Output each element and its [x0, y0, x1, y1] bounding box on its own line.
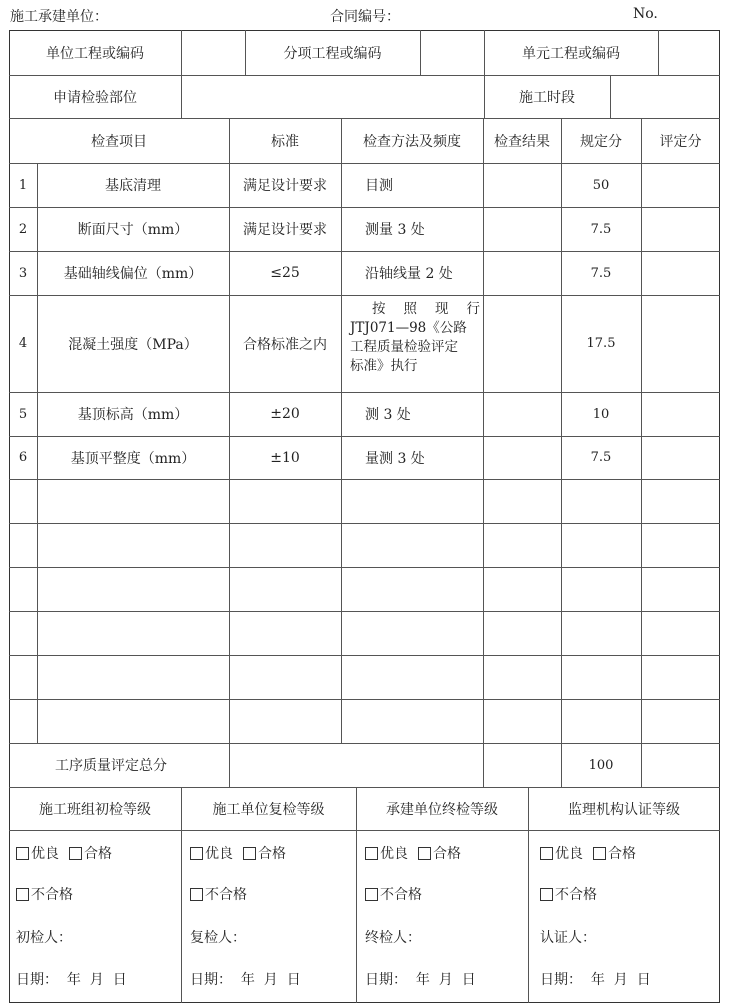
row-number: 2 — [18, 221, 28, 237]
col-divider — [641, 118, 642, 787]
col-divider — [341, 118, 342, 743]
excellent-label: 优良 — [380, 846, 408, 862]
row-method: 测量 3 处 — [365, 222, 425, 238]
qualified-label: 合格 — [258, 846, 286, 862]
date-label: 日期： 年 月 日 — [540, 972, 651, 988]
row-number: 6 — [18, 450, 28, 465]
grade-options — [16, 842, 112, 864]
excellent-checkbox[interactable] — [16, 847, 29, 860]
qualified-checkbox[interactable] — [593, 847, 606, 860]
serial-no-label: No. — [633, 6, 658, 22]
row-method: 沿轴线量 2 处 — [365, 266, 453, 282]
unqualified-label: 不合格 — [205, 887, 247, 903]
sub-project-label: 分项工程或编码 — [283, 45, 382, 62]
grade-title: 监理机构认证等级 — [568, 801, 680, 818]
grade-unqualified — [365, 883, 422, 905]
row-item: 基顶平整度（mm） — [70, 450, 196, 467]
grade-unqualified — [540, 883, 597, 905]
row-divider — [9, 479, 720, 480]
row-standard: ±20 — [270, 406, 300, 422]
date-label: 日期： 年 月 日 — [190, 972, 301, 988]
row-item: 混凝土强度（MPa） — [68, 336, 198, 353]
method-line: 工程质量检验评定 — [350, 339, 458, 355]
row-standard: 满足设计要求 — [243, 222, 327, 238]
row-number: 1 — [18, 177, 28, 193]
col-header-score: 规定分 — [580, 133, 622, 150]
inspection-part-label: 申请检验部位 — [53, 89, 137, 106]
col-divider — [420, 30, 421, 75]
row-standard: 满足设计要求 — [243, 178, 327, 194]
excellent-checkbox[interactable] — [190, 847, 203, 860]
grade-options — [365, 842, 461, 864]
qualified-checkbox[interactable] — [243, 847, 256, 860]
row-divider — [9, 567, 720, 568]
unit-project-label: 单位工程或编码 — [46, 45, 144, 62]
col-header-item: 检查项目 — [91, 133, 147, 150]
inspector-label: 认证人： — [540, 930, 596, 946]
row-item: 断面尺寸（mm） — [77, 222, 189, 238]
col-header-rating: 评定分 — [659, 133, 702, 150]
inspector-label: 初检人： — [16, 930, 72, 946]
row-divider — [9, 830, 720, 831]
contract-no-label: 合同编号： — [330, 9, 400, 25]
col-divider — [181, 75, 182, 118]
row-score: 7.5 — [590, 221, 612, 237]
grade-unqualified — [16, 883, 73, 905]
inspector-label: 复检人： — [190, 930, 246, 946]
construction-period-label: 施工时段 — [519, 89, 575, 106]
excellent-label: 优良 — [555, 846, 583, 862]
row-method: 测 3 处 — [365, 407, 411, 423]
grade-title: 承建单位终检等级 — [386, 801, 498, 818]
col-header-method: 检查方法及频度 — [363, 133, 461, 150]
qualified-label: 合格 — [608, 846, 636, 862]
row-item: 基底清理 — [105, 178, 161, 194]
date-label: 日期： 年 月 日 — [16, 972, 127, 988]
row-score: 7.5 — [590, 265, 612, 281]
col-divider — [483, 118, 484, 787]
row-number: 5 — [18, 406, 28, 422]
col-divider — [658, 30, 659, 75]
qualified-label: 合格 — [433, 846, 461, 862]
total-label: 工序质量评定总分 — [55, 758, 167, 774]
qualified-label: 合格 — [84, 846, 112, 862]
grade-options — [540, 842, 636, 864]
row-standard: ≤25 — [270, 265, 300, 281]
col-divider — [181, 30, 182, 75]
row-method: 目测 — [365, 178, 393, 194]
grade-title: 施工单位复检等级 — [212, 801, 325, 818]
row-number: 4 — [18, 336, 28, 351]
method-line: JTJ071—98《公路 — [350, 320, 467, 336]
grade-title: 施工班组初检等级 — [39, 801, 151, 818]
qualified-checkbox[interactable] — [418, 847, 431, 860]
method-line: 标准》执行 — [350, 358, 418, 374]
method-line: 按照现行 — [372, 301, 480, 317]
contractor-label: 施工承建单位： — [10, 9, 108, 25]
col-header-result: 检查结果 — [494, 133, 550, 150]
qualified-checkbox[interactable] — [69, 847, 82, 860]
row-standard: 合格标准之内 — [243, 336, 327, 353]
row-divider — [9, 699, 720, 700]
row-score: 50 — [592, 177, 610, 193]
row-number: 3 — [18, 265, 28, 281]
unqualified-checkbox[interactable] — [540, 888, 553, 901]
col-divider — [610, 75, 611, 118]
row-score: 10 — [592, 406, 610, 422]
grade-options — [190, 842, 286, 864]
col-header-standard: 标准 — [271, 133, 299, 150]
unqualified-label: 不合格 — [31, 887, 73, 903]
excellent-label: 优良 — [31, 846, 59, 862]
inspector-label: 终检人： — [365, 930, 421, 946]
row-item: 基础轴线偏位（mm） — [63, 266, 203, 282]
row-divider — [9, 523, 720, 524]
row-standard: ±10 — [270, 449, 300, 466]
unqualified-checkbox[interactable] — [365, 888, 378, 901]
total-score: 100 — [588, 757, 614, 773]
grade-unqualified — [190, 883, 247, 905]
row-divider — [9, 611, 720, 612]
excellent-label: 优良 — [205, 846, 233, 862]
unqualified-checkbox[interactable] — [16, 888, 29, 901]
element-project-label: 单元工程或编码 — [522, 45, 620, 62]
unqualified-label: 不合格 — [555, 887, 597, 903]
row-item: 基顶标高（mm） — [77, 407, 189, 423]
excellent-checkbox[interactable] — [540, 847, 553, 860]
unqualified-label: 不合格 — [380, 887, 422, 903]
row-score: 17.5 — [586, 336, 616, 351]
row-score: 7.5 — [590, 450, 612, 465]
excellent-checkbox[interactable] — [365, 847, 378, 860]
row-method: 量测 3 处 — [365, 450, 425, 467]
unqualified-checkbox[interactable] — [190, 888, 203, 901]
row-divider — [9, 655, 720, 656]
date-label: 日期： 年 月 日 — [365, 972, 476, 988]
row-method — [350, 300, 480, 376]
